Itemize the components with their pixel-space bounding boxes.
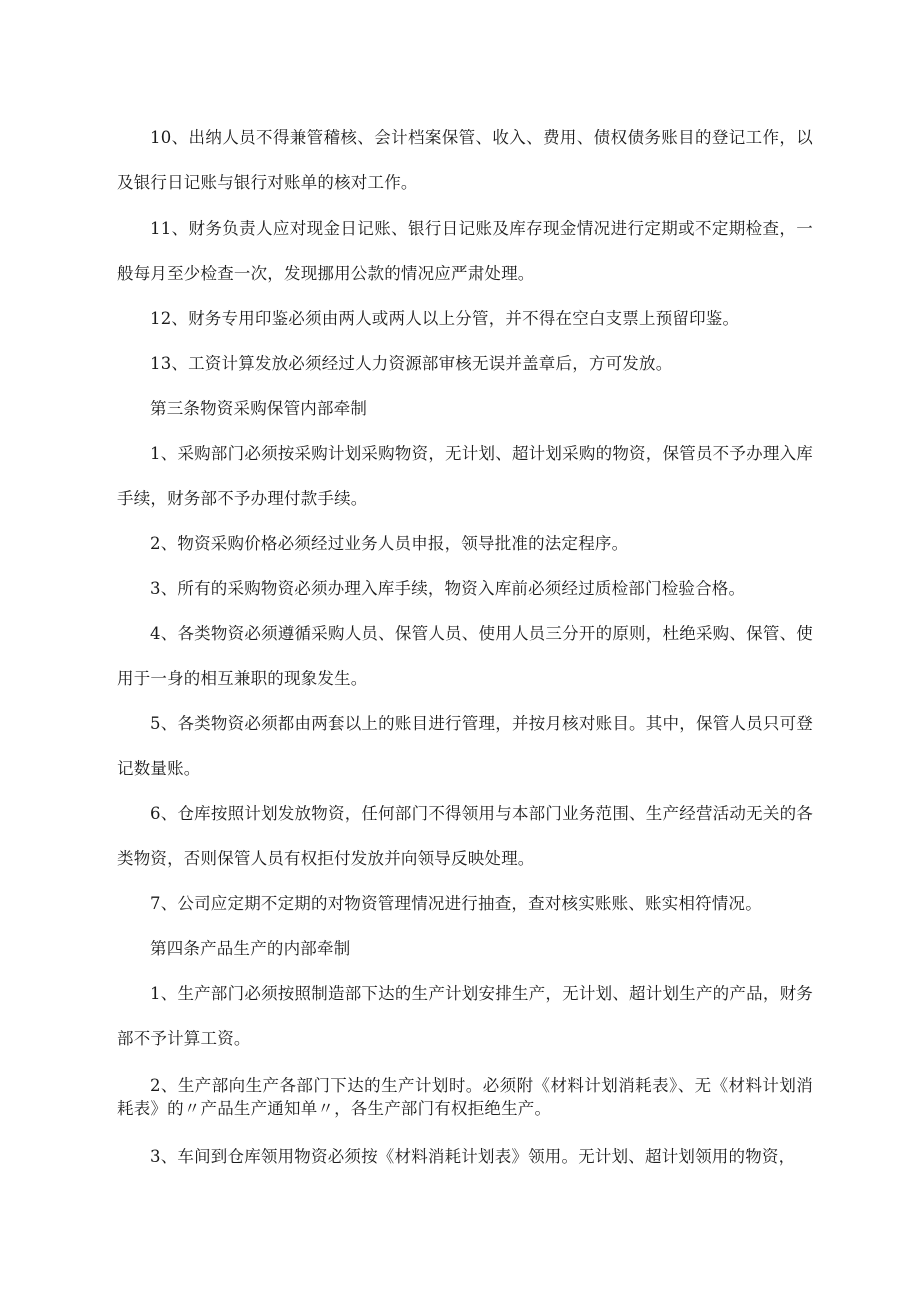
paragraph-purchase-2: 2、物资采购价格必须经过业务人员申报，领导批准的法定程序。	[150, 534, 629, 553]
paragraph-10-cashier-duties: 10、出纳人员不得兼管稽核、会计档案保管、收入、费用、债权债务账目的登记工作，以及银行日记账与银行对账单的核对工作。	[117, 128, 813, 192]
paragraph-production-2: 2、生产部向生产各部门下达的生产计划时。必须附《材料计划消耗表》、无《材料计划消耗表》的〃产品生产通知单〃，各生产部门有权拒绝生产。	[117, 1076, 813, 1118]
paragraph-12-seal-management: 12、财务专用印鉴必须由两人或两人以上分管，并不得在空白支票上预留印鉴。	[150, 309, 740, 328]
paragraph-purchase-1: 1、采购部门必须按采购计划采购物资，无计划、超计划采购的物资，保管员不予办理入库手续，财务部不予办理付款手续。	[117, 444, 813, 508]
paragraph-purchase-4: 4、各类物资必须遵循采购人员、保管人员、使用人员三分开的原则，杜绝采购、保管、使用于一身的相互兼职的现象发生。	[117, 624, 813, 688]
paragraph-purchase-5: 5、各类物资必须都由两套以上的账目进行管理，并按月核对账目。其中，保管人员只可登记数量账。	[117, 714, 813, 778]
paragraph-purchase-6: 6、仓库按照计划发放物资，任何部门不得领用与本部门业务范围、生产经营活动无关的各类物资，否则保管人员有权拒付发放并向领导反映处理。	[117, 804, 813, 868]
section-heading-article-3: 第三条物资采购保管内部牵制	[150, 399, 368, 418]
paragraph-production-3: 3、车间到仓库领用物资必须按《材料消耗计划表》领用。无计划、超计划领用的物资，	[150, 1147, 796, 1166]
paragraph-production-1: 1、生产部门必须按照制造部下达的生产计划安排生产，无计划、超计划生产的产品，财务部不予计算工资。	[117, 984, 813, 1048]
section-heading-article-4: 第四条产品生产的内部牵制	[150, 939, 351, 958]
paragraph-11-finance-inspection: 11、财务负责人应对现金日记账、银行日记账及库存现金情况进行定期或不定期检查，一般每月至少检查一次，发现挪用公款的情况应严肃处理。	[117, 219, 813, 283]
paragraph-purchase-7: 7、公司应定期不定期的对物资管理情况进行抽查，查对核实账账、账实相符情况。	[150, 894, 762, 913]
paragraph-purchase-3: 3、所有的采购物资必须办理入库手续，物资入库前必须经过质检部门检验合格。	[150, 579, 746, 598]
paragraph-13-payroll: 13、工资计算发放必须经过人力资源部审核无误并盖章后，方可发放。	[150, 354, 673, 373]
